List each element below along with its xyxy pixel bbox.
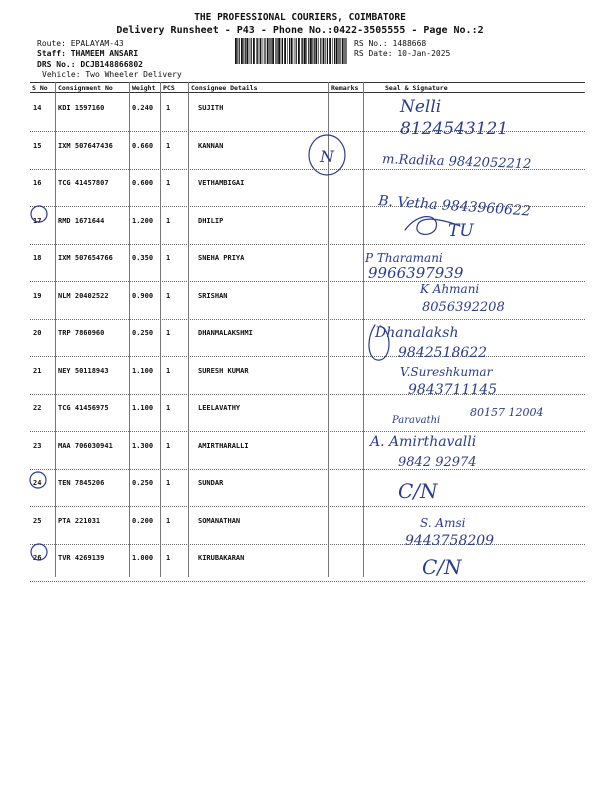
cell-consignee: SNEHA PRIYA (198, 254, 245, 262)
cell-weight: 0.660 (132, 141, 154, 150)
sig-row25-phone: 9443758209 (405, 533, 495, 549)
sig-row18-phone: 9966397939 (368, 264, 464, 282)
sig-row20-phone: 9842518622 (398, 345, 488, 361)
cell-weight: 0.350 (132, 254, 154, 262)
circle-mark-17 (31, 206, 47, 222)
company-name: THE PROFESSIONAL COURIERS, COIMBATORE (194, 12, 406, 23)
cell-weight: 0.600 (132, 179, 154, 187)
cell-pcs: 1 (166, 366, 171, 375)
cell-sno: 19 (33, 291, 42, 300)
col-seal: Seal & Signature (385, 84, 448, 92)
sig-row25-name: S. Amsi (420, 516, 466, 530)
cell-pcs: 1 (166, 479, 171, 487)
cell-weight: 0.250 (132, 329, 154, 337)
cell-weight: 1.300 (132, 441, 154, 450)
cell-weight: 1.000 (132, 554, 154, 562)
cell-sno: 25 (33, 516, 42, 525)
cell-pcs: 1 (166, 254, 171, 262)
cell-pcs: 1 (166, 216, 171, 225)
sig-row18-name: P Tharamani (365, 251, 443, 265)
cell-sno: 23 (33, 441, 42, 450)
rs-date: RS Date: 10-Jan-2025 (354, 49, 451, 58)
cell-pcs: 1 (166, 441, 171, 450)
cell-consignee: LEELAVATHY (198, 404, 241, 412)
sig-row17-mark: TU (448, 221, 474, 241)
cell-consignment: TCG 41457807 (58, 179, 109, 187)
sig-row19-phone: 8056392208 (422, 300, 505, 315)
cell-consignee: SOMANATHAN (198, 516, 241, 525)
cell-sno: 21 (33, 366, 42, 375)
cell-sno: 22 (33, 404, 42, 412)
cell-sno: 20 (33, 329, 42, 337)
cell-consignee: KANNAN (198, 141, 224, 150)
col-sno: S No (32, 84, 48, 92)
cell-consignee: AMIRTHARALLI (198, 441, 249, 450)
col-pcs: PCS (163, 84, 175, 92)
cell-pcs: 1 (166, 179, 171, 187)
cell-sno: 18 (33, 254, 42, 262)
cell-consignee: SURESH KUMAR (198, 366, 249, 375)
cell-weight: 0.200 (132, 516, 154, 525)
drs-number: DRS No.: DCJB148866802 (37, 60, 143, 69)
cell-consignee: DHILIP (198, 216, 224, 225)
cell-consignee: DHANMALAKSHMI (198, 329, 253, 337)
cell-consignment: PTA 221031 (58, 516, 101, 525)
cell-consignment: IXM 507647436 (58, 141, 113, 150)
cell-weight: 0.900 (132, 291, 154, 300)
cell-sno: 24 (33, 479, 42, 487)
cell-consignment: TRP 7860960 (58, 329, 105, 337)
cell-pcs: 1 (166, 554, 171, 562)
rs-number: RS No.: 1488668 (354, 39, 427, 48)
circle-mark-24 (30, 472, 46, 488)
sig-row14-name: Nelli (400, 97, 442, 117)
cell-consignment: IXM 507654766 (58, 254, 113, 262)
cell-weight: 1.200 (132, 216, 154, 225)
cell-sno: 15 (33, 141, 42, 150)
cell-sno: 14 (33, 104, 42, 112)
sig-row24-mark: C/N (398, 479, 438, 503)
cell-sno: 16 (33, 179, 42, 187)
cell-consignment: TVR 4269139 (58, 554, 105, 562)
col-consignee: Consignee Details (191, 84, 258, 92)
cell-consignee: SUNDAR (198, 479, 224, 487)
col-consignment: Consignment No (58, 84, 113, 92)
sig-row22-b: 80157 12004 (470, 406, 544, 419)
circle-mark-26 (31, 544, 47, 560)
sig-row20-name: Dhanalaksh (375, 325, 459, 341)
staff-label: Staff: THAMEEM ANSARI (37, 49, 139, 58)
sig-row26-mark: C/N (422, 555, 462, 579)
cell-consignment: NLM 20402522 (58, 291, 109, 300)
vehicle-label: Vehicle: Two Wheeler Delivery (42, 70, 182, 79)
cell-consignment: TEN 7845206 (58, 479, 105, 487)
col-remarks: Remarks (331, 84, 359, 92)
cell-pcs: 1 (166, 141, 171, 150)
sig-row23-phone: 9842 92974 (398, 455, 477, 470)
cell-consignee: SRISHAN (198, 291, 228, 300)
cell-consignment: TCG 41456975 (58, 404, 109, 412)
cell-pcs: 1 (166, 291, 171, 300)
cell-consignment: NEY 50118943 (58, 366, 109, 375)
sig-row22-a: Paravathi (392, 415, 441, 426)
sig-row21-name: V.Sureshkumar (400, 365, 493, 379)
cell-pcs: 1 (166, 404, 171, 412)
sig-row14-phone: 8124543121 (400, 119, 509, 139)
cell-sno: 17 (33, 216, 42, 225)
cell-consignment: RMD 1671644 (58, 216, 105, 225)
sig-row16: B. Vetha 9843960622 (377, 193, 532, 220)
cell-consignee: SUJITH (198, 104, 224, 112)
cell-consignee: KIRUBAKARAN (198, 554, 245, 562)
sig-row15: m.Radika 9842052212 (381, 152, 532, 173)
sig-row19-name: K Ahmani (420, 282, 480, 296)
cell-weight: 0.250 (132, 479, 154, 487)
cell-weight: 0.240 (132, 104, 154, 112)
remarks-mark: N (320, 147, 334, 166)
route-label: Route: EPALAYAM-43 (37, 39, 124, 48)
cell-pcs: 1 (166, 516, 171, 525)
cell-consignment: KDI 1597160 (58, 104, 105, 112)
cell-weight: 1.100 (132, 366, 154, 375)
runsheet-title: Delivery Runsheet - P43 - Phone No.:0422-3505555 - Page No.:2 (116, 25, 484, 36)
sig-row23-name: A. Amirthavalli (370, 434, 477, 450)
cell-consignment: MAA 706030941 (58, 441, 113, 450)
cell-pcs: 1 (166, 104, 171, 112)
col-weight: Weight (132, 84, 156, 92)
cell-pcs: 1 (166, 329, 171, 337)
cell-weight: 1.100 (132, 404, 154, 412)
sig-row21-phone: 9843711145 (408, 382, 498, 398)
cell-consignee: VETHAMBIGAI (198, 179, 245, 187)
cell-sno: 26 (33, 554, 42, 562)
